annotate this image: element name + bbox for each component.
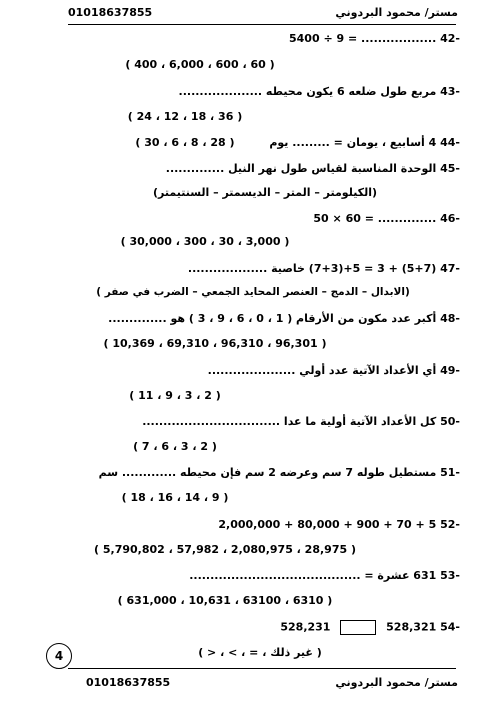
page-footer xyxy=(0,676,500,696)
footer-teacher: مستر/ محمود البردوني xyxy=(335,676,458,689)
question-43: -43 مربع طول ضلعه 6 يكون محيطه .................... xyxy=(178,85,460,98)
options-53: ( 631,000 ، 10,631 ، 63100 ، 6310 ) xyxy=(117,594,333,607)
options-43: ( 24 ، 12 ، 18 ، 36 ) xyxy=(127,110,243,123)
options-54: ( > ، < ، = ، غير ذلك ) xyxy=(198,646,322,659)
question-49: -49 أي الأعداد الآتية عدد أولي ..................... xyxy=(207,364,460,377)
page-number: 4 xyxy=(46,643,72,669)
options-52: ( 5,790,802 ، 57,982 ، 2,080,975 ، 28,975 ) xyxy=(94,543,356,556)
header-rule xyxy=(68,24,456,25)
question-44: -44 4 أسابيع ، يومان = ......... يوم xyxy=(269,136,460,149)
question-42: -42 .................. = 9 ÷ 5400 xyxy=(289,32,460,45)
question-53: -53 631 عشرة = ......................................... xyxy=(189,569,460,582)
options-49: ( 11 ، 9 ، 3 ، 2 ) xyxy=(129,389,221,402)
question-45: -45 الوحدة المناسبة لقياس طول نهر النيل .............. xyxy=(165,162,460,175)
question-47: -47 (5+7) + 3 = 5+(7+3) خاصية ................... xyxy=(187,262,460,275)
question-54-right-number: 528,231 xyxy=(280,620,331,634)
options-42: ( 400 ، 6,000 ، 600 ، 60 ) xyxy=(125,58,275,71)
question-52: -52 5 + 70 + 900 + 80,000 + 2,000,000 xyxy=(218,518,460,531)
options-48: ( 10,369 ، 69,310 ، 96,310 ، 96,301 ) xyxy=(103,337,327,350)
footer-rule xyxy=(68,668,456,669)
options-46: ( 30,000 ، 300 ، 30 ، 3,000 ) xyxy=(120,235,290,248)
header-teacher: مستر/ محمود البردوني xyxy=(335,6,458,19)
options-47: ( الابدال – الدمج – العنصر المحايد الجمعي – الضرب في صفر) xyxy=(96,286,410,298)
footer-phone: 01018637855 xyxy=(86,676,171,689)
options-51: ( 18 ، 16 ، 14 ، 9 ) xyxy=(121,491,229,504)
question-46: -46 .............. = 60 × 50 xyxy=(313,212,460,225)
question-54 xyxy=(280,620,460,635)
compare-answer-box[interactable] xyxy=(340,620,376,635)
question-51: -51 مستطيل طوله 7 سم وعرضه 2 سم فإن محيطه ............. سم xyxy=(98,466,460,479)
question-50: -50 كل الأعداد الآتية أولية ما عدا ................................. xyxy=(142,415,460,428)
options-44: ( 30 ، 6 ، 8 ، 28 ) xyxy=(135,136,235,149)
question-54-left-number: -54 528,321 xyxy=(386,620,460,634)
header-phone: 01018637855 xyxy=(68,6,153,19)
page-header xyxy=(0,6,500,26)
options-50: ( 7 ، 6 ، 3 ، 2 ) xyxy=(133,440,217,453)
question-48: -48 أكبر عدد مكون من الأرقام ( 1 ، 0 ، 6 ، 9 ، 3 ) هو .............. xyxy=(108,312,460,325)
options-45: (الكيلومتر – المتر – الديسمتر – السنتيمتر) xyxy=(152,186,378,199)
